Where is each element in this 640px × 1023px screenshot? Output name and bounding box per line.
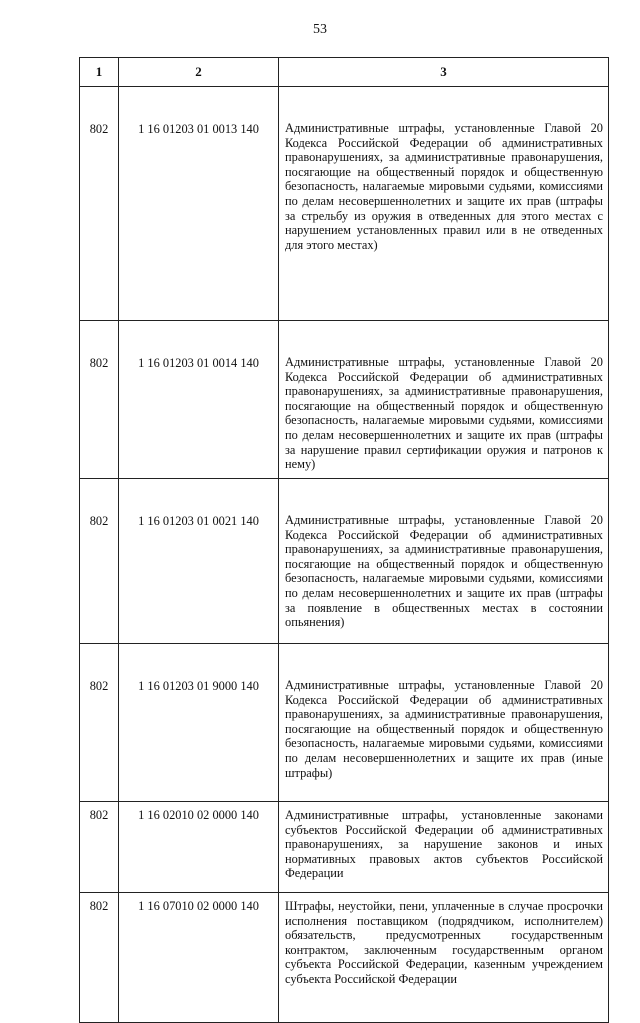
description-cell: Административные штрафы, установленные Главой 20 Кодекса Российской Федерации об административных правонарушениях, за административные правонарушения, посягающие на общественный порядок и общественную безопасность, налагаемые мировыми судьями, комиссиями по делам несовершеннолетних и защите их прав (штрафы за нарушение правил сертификации оружия и патронов к нему) xyxy=(279,321,609,479)
column-header-1: 1 xyxy=(80,58,119,87)
column-header-2: 2 xyxy=(119,58,279,87)
administrator-code-cell: 802 xyxy=(80,479,119,644)
administrator-code-cell: 802 xyxy=(80,87,119,321)
table-header-row xyxy=(80,58,609,87)
page-number: 53 xyxy=(313,22,327,37)
table-row xyxy=(80,479,609,644)
administrator-code-cell: 802 xyxy=(80,893,119,1023)
budget-code-cell: 1 16 07010 02 0000 140 xyxy=(119,893,279,1023)
budget-code-cell: 1 16 01203 01 0021 140 xyxy=(119,479,279,644)
budget-code-cell: 1 16 01203 01 0013 140 xyxy=(119,87,279,321)
table-row xyxy=(80,87,609,321)
administrator-code-cell: 802 xyxy=(80,644,119,802)
revenue-codes-table xyxy=(79,57,609,1023)
description-cell: Административные штрафы, установленные Главой 20 Кодекса Российской Федерации об административных правонарушениях, за административные правонарушения, посягающие на общественный порядок и общественную безопасность, налагаемые мировыми судьями, комиссиями по делам несовершеннолетних и защите их прав (штрафы за появление в общественных местах в состоянии опьянения) xyxy=(279,479,609,644)
table-row xyxy=(80,893,609,1023)
description-cell: Административные штрафы, установленные Главой 20 Кодекса Российской Федерации об административных правонарушениях, за административные правонарушения, посягающие на общественный порядок и общественную безопасность, налагаемые мировыми судьями, комиссиями по делам несовершеннолетних и защите их прав (штрафы за стрельбу из оружия в отведенных для этого местах с нарушением установленных правил или в не отведенных для этого местах) xyxy=(279,87,609,321)
description-cell: Административные штрафы, установленные Главой 20 Кодекса Российской Федерации об административных правонарушениях, за административные правонарушения, посягающие на общественный порядок и общественную безопасность, налагаемые мировыми судьями, комиссиями по делам несовершеннолетних и защите их прав (иные штрафы) xyxy=(279,644,609,802)
column-header-3: 3 xyxy=(279,58,609,87)
table-row xyxy=(80,644,609,802)
administrator-code-cell: 802 xyxy=(80,802,119,893)
table-row xyxy=(80,321,609,479)
budget-code-cell: 1 16 01203 01 0014 140 xyxy=(119,321,279,479)
budget-code-cell: 1 16 01203 01 9000 140 xyxy=(119,644,279,802)
description-cell: Административные штрафы, установленные законами субъектов Российской Федерации об административных правонарушениях, за нарушение законов и иных нормативных правовых актов субъектов Российской Федерации xyxy=(279,802,609,893)
budget-code-cell: 1 16 02010 02 0000 140 xyxy=(119,802,279,893)
description-cell: Штрафы, неустойки, пени, уплаченные в случае просрочки исполнения поставщиком (подрядчиком, исполнителем) обязательств, предусмотренных государственным контрактом, заключенным государственным органом субъекта Российской Федерации, казенным учреждением субъекта Российской Федерации xyxy=(279,893,609,1023)
administrator-code-cell: 802 xyxy=(80,321,119,479)
table-row xyxy=(80,802,609,893)
